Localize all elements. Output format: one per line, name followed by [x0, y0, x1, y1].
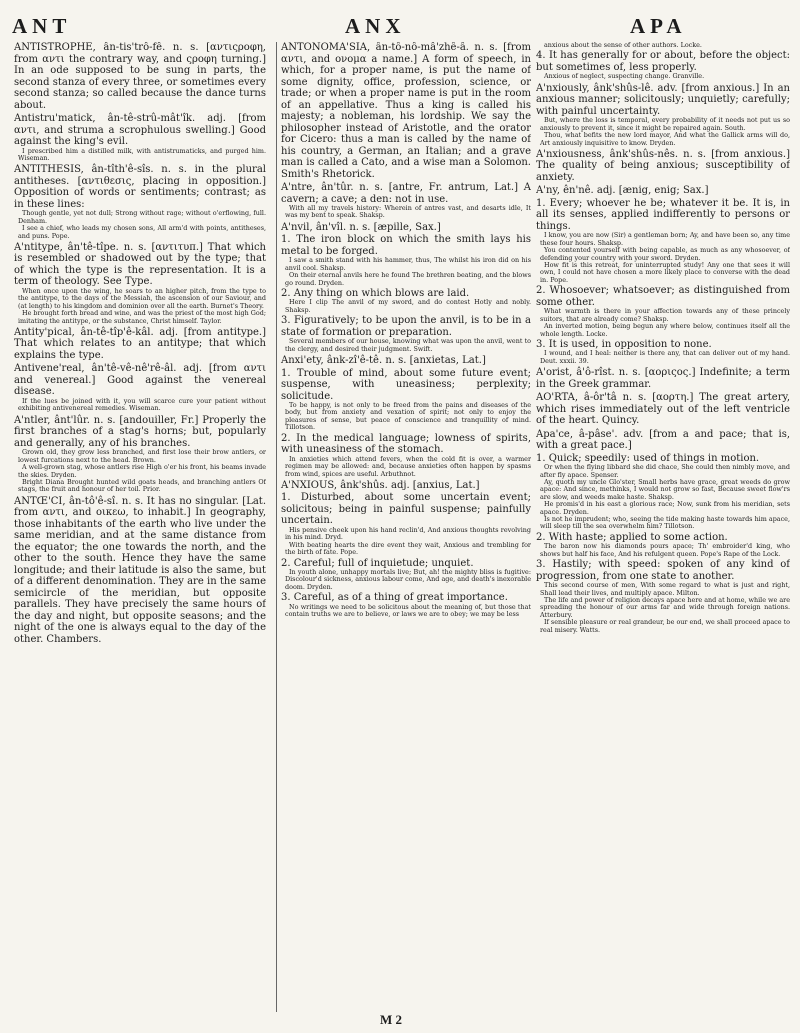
- dictionary-entry: [536, 185, 790, 365]
- entry-quotation: The life and power of religion decays apace here and at home, while we are spreading the honour of our arms far and wide through foreign nations. Atterbury.: [540, 596, 790, 619]
- entry-quotation: I know, you are now (Sir) a gentleman born; Ay, and have been so, any time these four hours. Shaksp.: [540, 231, 790, 247]
- entry-quotation: If the lues be joined with it, you will scarce cure your patient without exhibiting antivenereal remedies. Wiseman.: [18, 396, 266, 413]
- entry-definition: Antity'pical, ân-tê-tîp'ê-kâl. adj. [from antitype.] That which relates to an antitype; that which explains the type.: [14, 326, 266, 361]
- column-left: [14, 42, 266, 1012]
- dictionary-entry: [536, 42, 790, 81]
- entry-definition: A'ntre, ân'tûr. n. s. [antre, Fr. antrum, Lat.] A cavern; a cave; a den: not in use.: [281, 182, 531, 205]
- dictionary-entry: [536, 429, 790, 634]
- dictionary-entry: [14, 363, 266, 412]
- entry-definition: A'ny, ên'nê. adj. [ænig, enig; Sax.]: [536, 185, 709, 197]
- entry-quotation: An inverted motion, being begun any where below, continues itself all the whole length. Locke.: [540, 322, 790, 338]
- entry-sense: 1. Every; whoever he be; whatever it be. It is, in all its senses, applied indifferently to persons or things.: [536, 197, 790, 232]
- entry-quotation: To be happy, is not only to be freed from the pains and diseases of the body, but from anxiety and vexation of spirit; not only to enjoy the pleasures of sense, but peace of conscience and tranquillity of mind. Tillotson.: [285, 401, 531, 432]
- entry-sense: 1. Trouble of mind, about some future event; suspense, with uneasiness; perplexity; solicitude.: [281, 367, 531, 402]
- entry-definition: A'nvil, ân'vîl. n. s. [æpille, Sax.]: [281, 221, 441, 233]
- entry-definition: Antistru'matick, ân-tê-strû-mât'îk. adj. [from αντι, and struma a scrophulous swelling.] Good against the king's evil.: [14, 113, 266, 147]
- entry-definition: A'orist, â'ô-rîst. n. s. [αοριςος.] Indefinite; a term in the Greek grammar.: [536, 367, 790, 390]
- dictionary-entry: [536, 83, 790, 147]
- entry-quotation: I wound, and I heal: neither is there any, that can deliver out of my hand. Deut. xxxii. 39.: [540, 349, 790, 365]
- header-middle-guide-word: ANX: [345, 14, 406, 38]
- dictionary-entry: [281, 222, 531, 353]
- entry-definition: A'nxiousness, ânk'shûs-nês. n. s. [from anxious.] The quality of being anxious; susceptibility of anxiety.: [536, 148, 790, 183]
- entry-quotation: When once upon the wing, he soars to an higher pitch, from the type to the antitype, to the days of the Messiah, the ascension of our Saviour, and (at length) to his kingdom and dominion over all the earth. Burnet's Theory.: [18, 286, 266, 310]
- dictionary-entry: [14, 327, 266, 362]
- dictionary-entry: [14, 242, 266, 325]
- entry-sense: 2. Whosoever; whatsoever; as distinguished from some other.: [536, 285, 790, 308]
- entry-quotation: Though gentle, yet not dull; Strong without rage; without o'erflowing, full. Denham.: [18, 209, 266, 225]
- entry-quotation: Or when the flying libbard she did chace, She could then nimbly move, and after fly apace. Spenser.: [540, 463, 790, 479]
- entry-definition: ANTITHESIS, ân-tîth'ê-sîs. n. s. in the plural antitheses. [αντιθεσις, placing in opposition.] Opposition of words or sentiments; contrast; as in these lines:: [14, 164, 266, 210]
- entry-sense: 1. The iron block on which the smith lays his metal to be forged.: [281, 234, 531, 257]
- entry-sense: 2. With haste; applied to some action.: [536, 531, 728, 543]
- entry-quotation: In youth alone, unhappy mortals live; But, ah! the mighty bliss is fugitive: Discolour'd sickness, anxious labour come, And age, and death's inexorable doom. Dryden.: [285, 568, 531, 591]
- dictionary-entry: [14, 496, 266, 646]
- entry-quotation: anxious about the sense of other authors. Locke.: [544, 42, 702, 49]
- entry-quotation: The baron now his diamonds pours apace; Th' embroider'd king, who shows but half his face, And his refulgent queen. Pope's Rape of the Lock.: [540, 542, 790, 558]
- entry-quotation: This second course of men, With some regard to what is just and right, Shall lead their lives, and multiply apace. Milton.: [540, 581, 790, 597]
- entry-quotation: No writings we need to be solicitous about the meaning of, but those that contain truths we are to believe, or laws we are to obey; we may be less: [285, 602, 531, 619]
- entry-quotation: With beating hearts the dire event they wait, Anxious and trembling for the birth of fate. Pope.: [285, 540, 531, 557]
- entry-sense: 2. In the medical language; lowness of spirits, with uneasiness of the stomach.: [281, 432, 531, 456]
- entry-definition: ANTONOMA'SIA, ân-tô-nô-mâ'zhê-â. n. s. [from αντι, and ονομα a name.] A form of speech, in which, for a proper name, is put the name of some dignity, office, profession, science, or trade; or when a proper name is put in the room of an appellative. Thus a king is called his majesty; a nobleman, his lordship. We say the philosopher instead of Aristotle, and the orator for Cicero: thus a man is called by the name of his country, a German, an Italian; and a grave man is called a Cato, and a wise man a Solomon. Smith's Rhetorick.: [281, 42, 531, 180]
- entry-quotation: Grown old, they grow less branched, and first lose their brow antlers, or lowest furcations next to the head. Brown.: [18, 448, 266, 464]
- dictionary-entry: [281, 355, 531, 478]
- entry-quotation: You contented yourself with being capable, as much as any whosoever, of defending your country with your sword. Dryden.: [540, 246, 790, 262]
- entry-sense: 4. It has generally for or about, before the object: but sometimes of, less properly.: [536, 50, 790, 73]
- entry-quotation: Anxious of neglect, suspecting change. Granville.: [544, 72, 705, 81]
- dictionary-entry: [536, 367, 790, 390]
- dictionary-entry: [536, 392, 790, 427]
- entry-sense: 2. Any thing on which blows are laid.: [281, 287, 470, 299]
- entry-definition: Apa'ce, â-pâse'. adv. [from a and pace; that is, with a great pace.]: [536, 428, 790, 452]
- entry-quotation: What warmth is there in your affection towards any of these princely suitors, that are already come? Shaksp.: [540, 307, 790, 323]
- column-middle: [276, 42, 531, 1012]
- dictionary-entry: [14, 164, 266, 240]
- entry-definition: A'ntler, ânt'lûr. n. s. [andouiller, Fr.] Properly the first branches of a stag's horns; but, popularly and generally, any of his branches.: [14, 414, 266, 449]
- entry-sense: 2. Careful; full of inquietude; unquiet.: [281, 557, 474, 569]
- entry-quotation: He brought forth bread and wine, and was the priest of the most high God; imitating the antitype, or the substance, Christ himself. Taylor.: [18, 309, 266, 325]
- entry-quotation: How fit is this retreat, for uninterrupted study! Any one that sees it will own, I could not have chosen a more likely place to converse with the dead in. Pope.: [540, 261, 790, 284]
- entry-quotation: Thou, what befits the new lord mayor, And what the Gallick arms will do, Art anxiously inquisitive to know. Dryden.: [540, 131, 790, 147]
- entry-quotation: He promis'd in his east a glorious race; Now, sunk from his meridian, sets apace. Dryden.: [540, 500, 790, 516]
- entry-sense: 3. It is used, in opposition to none.: [536, 338, 712, 350]
- entry-quotation: Bright Diana Brought hunted wild goats heads, and branching antlers Of stags, the fruit and honour of her toil. Prior.: [18, 477, 266, 494]
- entry-quotation: But, where the loss is temporal, every probability of it needs not put us so anxiously to prevent it, since it might be repaired again. South.: [540, 116, 790, 132]
- dictionary-entry: [281, 182, 531, 220]
- entry-quotation: I saw a smith stand with his hammer, thus, The whilst his iron did on his anvil cool. Shaksp.: [285, 256, 531, 272]
- header-left-guide-word: ANT: [12, 14, 72, 38]
- entry-quotation: With all my travels history: Wherein of antres vast, and desarts idle, It was my bent to speak. Shaksp.: [285, 204, 531, 220]
- entry-quotation: I prescribed him a distilled milk, with antistrumaticks, and purged him. Wiseman.: [18, 146, 266, 162]
- dictionary-entry: [14, 42, 266, 111]
- entry-quotation: A well-grown stag, whose antlers rise High o'er his front, his beams invade the skies. Dryden.: [18, 463, 266, 479]
- column-right: [536, 42, 790, 1012]
- entry-quotation: Ay, quoth my uncle Glo'ster, Small herbs have grace, great weeds do grow apace: And since, methinks, I would not grow so fast, Because sweet flow'rs are slow, and weeds make haste. Shaksp.: [540, 478, 790, 501]
- entry-quotation: In anxieties which attend fevers, when the cold fit is over, a warmer regimen may be allowed: and, because anxieties often happen by spasms from wind, spices are useful. Arbuthnot.: [285, 454, 531, 478]
- entry-sense: 1. Quick; speedily: used of things in motion.: [536, 452, 760, 464]
- entry-sense: 3. Hastily; with speed: spoken of any kind of progression, from one state to another.: [536, 559, 790, 582]
- entry-definition: A'NXIOUS, ânk'shûs. adj. [anxius, Lat.]: [281, 479, 480, 491]
- page-header: [0, 14, 800, 40]
- entry-definition: AO'RTA, â-ôr'tâ n. s. [αορτη.] The great artery, which rises immediately out of the left ventricle of the heart. Quincy.: [536, 392, 790, 427]
- entry-definition: A'nxiously, ânk'shûs-lê. adv. [from anxious.] In an anxious manner; solicitously; unquietly; carefully; with painful uncertainty.: [536, 82, 790, 117]
- dictionary-entry: [281, 480, 531, 619]
- entry-quotation: If sensible pleasure or real grandeur, be our end, we shall proceed apace to real misery. Watts.: [540, 618, 790, 634]
- entry-definition: Anxi'ety, ânk-zî'ê-tê. n. s. [anxietas, Lat.]: [281, 355, 486, 367]
- dictionary-entry: [14, 415, 266, 494]
- dictionary-entry: [281, 42, 531, 180]
- entry-quotation: Several members of our house, knowing what was upon the anvil, went to the clergy, and desired their judgment. Swift.: [285, 337, 531, 353]
- dictionary-entry: [536, 149, 790, 184]
- entry-quotation: Here I clip The anvil of my sword, and do contest Hotly and nobly. Shaksp.: [285, 298, 531, 314]
- signature-mark: M 2: [380, 1012, 403, 1027]
- entry-quotation: Is not he imprudent; who, seeing the tide making haste towards him apace, will sleep till the sea overwhelm him? Tillotson.: [540, 515, 790, 531]
- entry-definition: Antivene'real, ân'tê-vê-nê'rê-âl. adj. [from αντι and venereal.] Good against the venereal disease.: [14, 363, 266, 398]
- entry-sense: 1. Disturbed, about some uncertain event; solicitous; being in painful suspense; painfully uncertain.: [281, 492, 531, 527]
- header-right-guide-word: APA: [630, 14, 687, 38]
- entry-sense: 3. Figuratively; to be upon the anvil, is to be in a state of formation or preparation.: [281, 315, 531, 338]
- entry-definition: ANTŒ'CI, ân-tô'ê-sî. n. s. It has no singular. [Lat. from αντι, and οικεω, to inhabit.] In geography, those inhabitants of the earth who live under the same meridian, and at the same distance from the equator; the one towards the north, and the other to the south. Hence they have the same longitude; and their latitude is also the same, but of a different denomination. They are in the same semicircle of the meridian, but opposite parallels. They have precisely the same hours of the day and night, but opposite seasons; and the night of the one is always equal to the day of the other. Chambers.: [14, 495, 266, 645]
- dictionary-entry: [14, 113, 266, 162]
- entry-quotation: His pensive cheek upon his hand reclin'd, And anxious thoughts revolving in his mind. Dryd.: [285, 525, 531, 542]
- entry-quotation: On their eternal anvils here he found The brethren beating, and the blows go round. Dryden.: [285, 271, 531, 287]
- entry-quotation: I see a chief, who leads my chosen sons, All arm'd with points, antitheses, and puns. Pope.: [18, 224, 266, 240]
- entry-definition: A'ntitype, ân'tê-tîpe. n. s. [αντιτυπ.] That which is resembled or shadowed out by the type; that of which the type is the representation. It is a term of theology. See Type.: [14, 241, 266, 288]
- entry-definition: ANTISTROPHE, ân-tis'trô-fê. n. s. [αντιςροφη, from αντι the contrary way, and ςροφη turning.] In an ode supposed to be sung in parts, the second stanza of every three, or sometimes every second stanza; so called because the dance turns about.: [14, 42, 266, 111]
- entry-sense: 3. Careful, as of a thing of great importance.: [281, 592, 508, 604]
